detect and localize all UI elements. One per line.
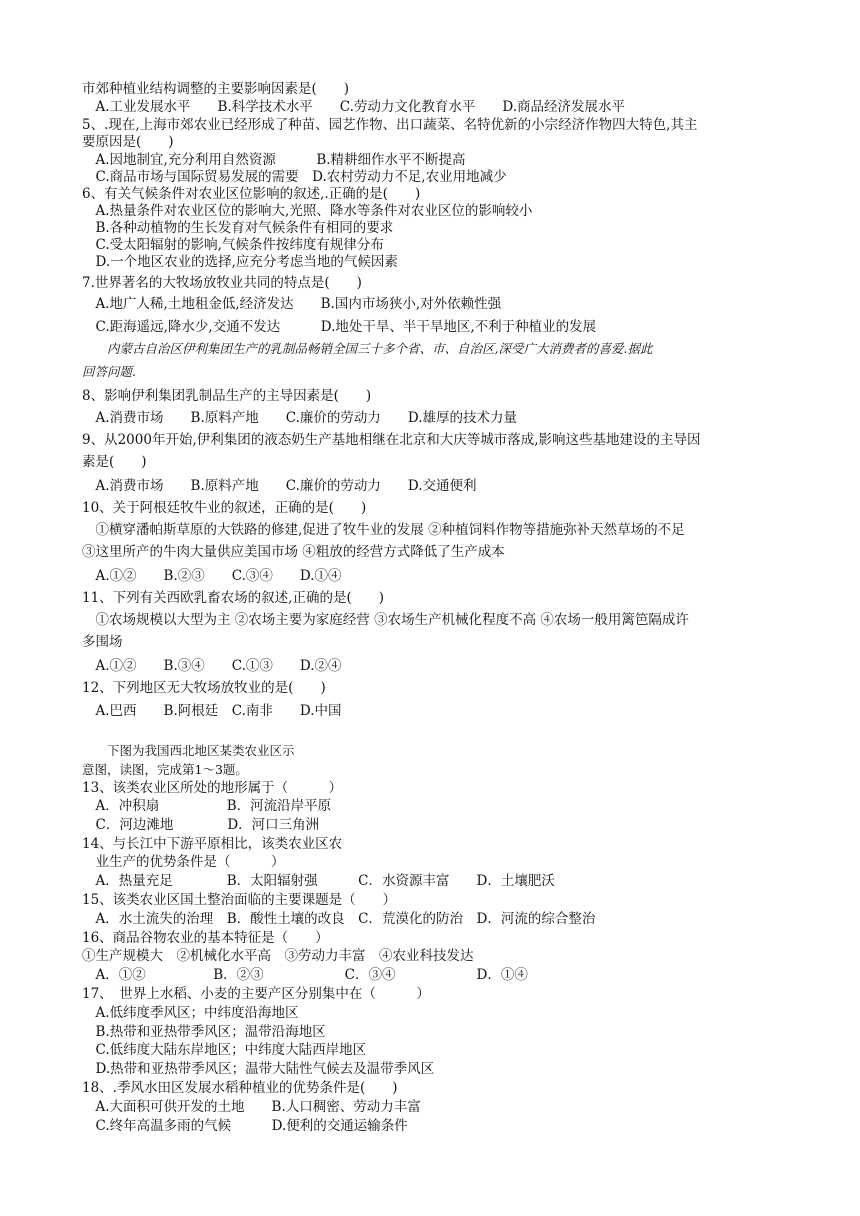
q7-options-ab: A.地广人稀,土地租金低,经济发达 B.国内市场狭小,对外依赖性强 xyxy=(82,296,502,312)
q6-option-b: B.各种动植物的生长发育对气候条件有相同的要求 xyxy=(82,220,394,236)
q12-stem: 12、下列地区无大牧场放牧业的是( ) xyxy=(82,680,326,696)
q11-options: A.①② B.③④ C.①③ D.②④ xyxy=(82,658,342,674)
q16-stem: 16、商品谷物农业的基本特征是（ ） xyxy=(82,930,329,946)
q8-options: A.消费市场 B.原料产地 C.廉价的劳动力 D.雄厚的技术力量 xyxy=(82,410,518,426)
q17-option-c: C.低纬度大陆东岸地区；中纬度大陆西岸地区 xyxy=(82,1042,367,1058)
reading-passage: 内蒙古自治区伊利集团生产的乳制品畅销全国三十多个省、市、自治区,深受广大消费者的喜爱.据此 xyxy=(82,341,653,356)
q18-stem: 18、.季风水田区发展水稻种植业的优势条件是( ) xyxy=(82,1080,398,1096)
q18-options-ab: A.大面积可供开发的土地 B.人口稠密、劳动力丰富 xyxy=(82,1099,421,1115)
q10-statements: ①横穿潘帕斯草原的大铁路的修建,促进了牧牛业的发展 ②种植饲料作物等措施弥补天然草场的不足 xyxy=(82,522,685,538)
q17-stem: 17、 世界上水稻、小麦的主要产区分别集中在（ ） xyxy=(82,986,430,1002)
q13-options-cd: C．河边滩地 D．河口三角洲 xyxy=(82,817,320,833)
q6-option-c: C.受太阳辐射的影响,气候条件按纬度有规律分布 xyxy=(82,237,384,253)
q14-options: A．热量充足 B．太阳辐射强 C．水资源丰富 D．土壤肥沃 xyxy=(82,873,555,889)
q9-stem: 9、从2000年开始,伊利集团的液态奶生产基地相继在北京和大庆等城市落成,影响这些基地建设的主导因 xyxy=(82,432,701,448)
q6-stem: 6、有关气候条件对农业区位影响的叙述,.正确的是( ) xyxy=(82,186,421,202)
q17-option-d: D.热带和亚热带季风区；温带大陆性气候去及温带季风区 xyxy=(82,1061,435,1077)
q13-stem: 13、该类农业区所处的地形属于（ ） xyxy=(82,780,343,796)
q16-statements: ①生产规模大 ②机械化水平高 ③劳动力丰富 ④农业科技发达 xyxy=(82,948,474,964)
q4-options: A.工业发展水平 B.科学技术水平 C.劳动力文化教育水平 D.商品经济发展水平 xyxy=(82,99,626,115)
q18-options-cd: C.终年高温多雨的气候 D.便利的交通运输条件 xyxy=(82,1118,408,1134)
q7-options-cd: C.距海遥远,降水少,交通不发达 D.地处干旱、半干旱地区,不利于种植业的发展 xyxy=(82,319,597,335)
q17-option-b: B.热带和亚热带季风区；温带沿海地区 xyxy=(82,1024,326,1040)
q13-options-ab: A．冲积扇 B．河流沿岸平原 xyxy=(82,798,332,814)
q17-option-a: A.低纬度季风区；中纬度沿海地区 xyxy=(82,1005,299,1021)
q6-option-a: A.热量条件对农业区位的影响大,光照、降水等条件对农业区位的影响较小 xyxy=(82,203,533,219)
q5-options-ab: A.因地制宜,充分利用自然资源 B.精耕细作水平不断提高 xyxy=(82,152,466,168)
q9-stem-cont: 素是( ) xyxy=(82,454,147,470)
reading-passage-cont: 回答问题. xyxy=(82,364,136,379)
q14-stem-cont: 业生产的优势条件是（ ） xyxy=(82,854,285,870)
q11-stem: 11、下列有关西欧乳畜农场的叙述,正确的是( ) xyxy=(82,590,385,606)
q8-stem: 8、影响伊利集团乳制品生产的主导因素是( ) xyxy=(82,388,372,404)
q5-options-cd: C.商品市场与国际贸易发展的需要 D.农村劳动力不足,农业用地减少 xyxy=(82,169,507,185)
q7-stem: 7.世界著名的大牧场放牧业共同的特点是( ) xyxy=(82,275,362,291)
q12-options: A.巴西 B.阿根廷 C.南非 D.中国 xyxy=(82,703,342,719)
q14-stem: 14、与长江中下游平原相比，该类农业区农 xyxy=(82,836,343,852)
q11-statements-cont: 多围场 xyxy=(82,634,123,650)
q5-stem-cont: 要原因是( ) xyxy=(82,134,174,150)
q16-options: A．①② B．②③ C．③④ D．①④ xyxy=(82,967,528,983)
q11-statements: ①农场规模以大型为主 ②农场主要为家庭经营 ③农场生产机械化程度不高 ④农场一般用篱笆隔成许 xyxy=(82,612,689,628)
q4-stem-tail: 市郊种植业结构调整的主要影响因素是( ) xyxy=(82,81,350,97)
q10-statements-cont: ③这里所产的牛肉大量供应美国市场 ④粗放的经营方式降低了生产成本 xyxy=(82,544,505,560)
q10-options: A.①② B.②③ C.③④ D.①④ xyxy=(82,568,342,584)
q15-options: A．水土流失的治理 B．酸性土壤的改良 C．荒漠化的防治 D．河流的综合整治 xyxy=(82,911,596,927)
q10-stem: 10、关于阿根廷牧牛业的叙述，正确的是( ) xyxy=(82,500,367,516)
figure-intro-cont: 意图，读图，完成第1～3题。 xyxy=(82,762,248,777)
q15-stem: 15、该类农业区国土整治面临的主要课题是（ ） xyxy=(82,892,397,908)
figure-intro: 下图为我国西北地区某类农业区示 xyxy=(82,743,295,758)
q9-options: A.消费市场 B.原料产地 C.廉价的劳动力 D.交通便利 xyxy=(82,478,477,494)
q6-option-d: D.一个地区农业的选择,应充分考虑当地的气候因素 xyxy=(82,254,398,270)
q5-stem: 5、.现在,上海市郊农业已经形成了种苗、园艺作物、出口蔬菜、名特优新的小宗经济作物四大特色,其主 xyxy=(82,117,698,133)
